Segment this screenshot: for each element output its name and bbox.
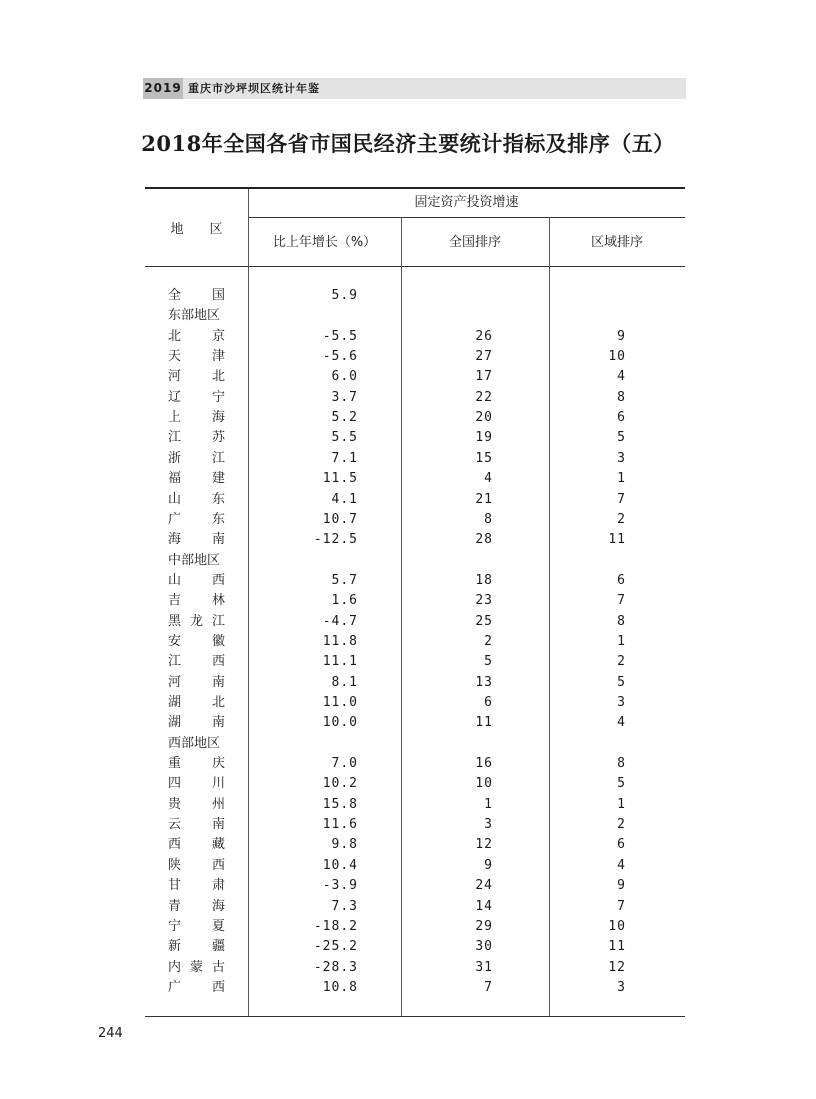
regional-rank-value: 4 xyxy=(617,369,626,385)
national-rank-value: 17 xyxy=(475,369,493,385)
region-name: 中部地区 xyxy=(168,552,221,568)
table-row xyxy=(0,347,816,367)
growth-value: 10.7 xyxy=(322,511,358,527)
table-row xyxy=(0,978,816,998)
national-rank-value: 22 xyxy=(475,389,493,405)
growth-value: 5.2 xyxy=(331,410,358,426)
regional-rank-value: 11 xyxy=(608,532,626,548)
regional-rank-value: 10 xyxy=(608,349,626,365)
regional-rank-value: 1 xyxy=(617,796,626,812)
growth-value: 11.0 xyxy=(322,695,358,710)
table-bottom-rule xyxy=(145,1016,685,1017)
growth-value: 10.0 xyxy=(322,715,358,731)
region-name: 陕 西 xyxy=(168,857,225,873)
table-row xyxy=(0,835,816,855)
table-row xyxy=(0,876,816,896)
growth-value: 11.1 xyxy=(322,654,358,670)
region-name: 北 京 xyxy=(168,328,225,344)
regional-rank-value: 4 xyxy=(617,715,626,731)
region-name: 青 海 xyxy=(168,898,225,914)
growth-value: 11.5 xyxy=(322,471,358,487)
table-top-rule xyxy=(145,187,685,189)
region-name: 上 海 xyxy=(168,410,225,426)
national-rank-column-header: 全国排序 xyxy=(448,235,501,250)
table-row xyxy=(0,713,816,733)
growth-value: 5.7 xyxy=(331,572,358,588)
running-header xyxy=(143,78,686,99)
national-rank-value: 3 xyxy=(484,817,493,833)
region-name: 海 南 xyxy=(168,532,225,548)
region-name: 重 庆 xyxy=(168,756,225,772)
table-row xyxy=(0,917,816,937)
region-name: 江 西 xyxy=(168,654,225,670)
growth-value: -12.5 xyxy=(313,532,358,548)
table-row xyxy=(0,571,816,591)
growth-value: -3.9 xyxy=(322,878,358,894)
table-row xyxy=(0,673,816,693)
national-rank-value: 11 xyxy=(475,715,493,731)
regional-rank-value: 2 xyxy=(617,654,626,670)
table-row xyxy=(0,428,816,448)
region-name: 甘 肃 xyxy=(168,878,225,894)
region-column-header: 地 区 xyxy=(170,222,223,237)
national-rank-value: 21 xyxy=(475,491,493,507)
table-row xyxy=(0,490,816,510)
region-name: 广 东 xyxy=(168,511,225,527)
growth-value: -28.3 xyxy=(313,959,358,975)
region-name: 安 徽 xyxy=(168,633,225,649)
growth-value: -25.2 xyxy=(313,939,358,955)
region-name: 浙 江 xyxy=(168,450,225,466)
regional-rank-value: 1 xyxy=(617,471,626,487)
table-row xyxy=(0,897,816,917)
region-name: 天 津 xyxy=(168,349,225,365)
growth-value: -5.6 xyxy=(322,349,358,365)
table-row xyxy=(0,774,816,794)
national-rank-value: 18 xyxy=(475,572,493,588)
national-rank-value: 20 xyxy=(475,410,493,426)
table-row xyxy=(0,551,816,571)
growth-column-header: 比上年增长（%） xyxy=(272,235,377,250)
growth-value: 9.8 xyxy=(331,837,358,853)
region-name: 全 国 xyxy=(168,288,225,303)
table-row xyxy=(0,327,816,347)
growth-value: -5.5 xyxy=(322,328,358,344)
growth-value: 7.3 xyxy=(331,898,358,914)
table-row xyxy=(0,815,816,835)
region-name: 湖 北 xyxy=(168,695,225,710)
regional-rank-value: 4 xyxy=(617,857,626,873)
national-rank-value: 30 xyxy=(475,939,493,955)
table-row xyxy=(0,856,816,876)
regional-rank-value: 8 xyxy=(617,756,626,772)
regional-rank-value: 5 xyxy=(617,674,626,690)
national-rank-value: 29 xyxy=(475,918,493,934)
regional-rank-value: 11 xyxy=(608,939,626,955)
regional-rank-value: 6 xyxy=(617,410,626,426)
regional-rank-value: 3 xyxy=(617,695,626,710)
regional-rank-value: 2 xyxy=(617,511,626,527)
regional-rank-value: 9 xyxy=(617,328,626,344)
regional-rank-value: 3 xyxy=(617,979,626,995)
national-rank-value: 9 xyxy=(484,857,493,873)
region-name: 辽 宁 xyxy=(168,389,225,405)
table-row xyxy=(0,937,816,957)
regional-rank-value: 7 xyxy=(617,898,626,914)
region-name: 湖 南 xyxy=(168,715,225,731)
national-rank-value: 27 xyxy=(475,349,493,365)
table-row xyxy=(0,530,816,550)
growth-value: 1.6 xyxy=(331,593,358,609)
growth-value: 3.7 xyxy=(331,389,358,405)
national-rank-value: 14 xyxy=(475,898,493,914)
region-name: 吉 林 xyxy=(168,593,225,609)
table-row xyxy=(0,958,816,978)
national-rank-value: 8 xyxy=(484,511,493,527)
year-badge: 2019 xyxy=(143,78,183,99)
regional-rank-value: 3 xyxy=(617,450,626,466)
region-name: 河 南 xyxy=(168,674,225,690)
table-row xyxy=(0,286,816,306)
regional-rank-value: 5 xyxy=(617,430,626,446)
table-row xyxy=(0,754,816,774)
table-row xyxy=(0,469,816,489)
region-name: 宁 夏 xyxy=(168,918,225,934)
national-rank-value: 13 xyxy=(475,674,493,690)
national-rank-value: 5 xyxy=(484,654,493,670)
growth-value: 10.8 xyxy=(322,979,358,995)
table-row xyxy=(0,795,816,815)
region-name: 河 北 xyxy=(168,369,225,385)
table-row xyxy=(0,632,816,652)
table-row xyxy=(0,408,816,428)
regional-rank-column-header: 区域排序 xyxy=(590,235,643,250)
growth-value: 6.0 xyxy=(331,369,358,385)
region-name: 西 藏 xyxy=(168,837,225,853)
region-name: 江 苏 xyxy=(168,430,225,446)
national-rank-value: 16 xyxy=(475,756,493,772)
region-name: 山 西 xyxy=(168,572,225,588)
table-row xyxy=(0,693,816,713)
growth-value: 4.1 xyxy=(331,491,358,507)
table-row xyxy=(0,734,816,754)
national-rank-value: 4 xyxy=(484,471,493,487)
growth-value: 11.8 xyxy=(322,633,358,649)
table-row xyxy=(0,388,816,408)
page-title: 2018年全国各省市国民经济主要统计指标及排序（五） xyxy=(141,131,675,156)
national-rank-value: 7 xyxy=(484,979,493,995)
group-header: 固定资产投资增速 xyxy=(414,195,519,210)
regional-rank-value: 5 xyxy=(617,776,626,792)
national-rank-value: 15 xyxy=(475,450,493,466)
group-header-rule xyxy=(248,217,685,218)
national-rank-value: 23 xyxy=(475,593,493,609)
table-row xyxy=(0,449,816,469)
growth-value: -18.2 xyxy=(313,918,358,934)
table-row xyxy=(0,612,816,632)
region-name: 山 东 xyxy=(168,491,225,507)
region-name: 云 南 xyxy=(168,817,225,833)
regional-rank-value: 8 xyxy=(617,389,626,405)
regional-rank-value: 12 xyxy=(608,959,626,975)
growth-value: 15.8 xyxy=(322,796,358,812)
regional-rank-value: 6 xyxy=(617,837,626,853)
national-rank-value: 12 xyxy=(475,837,493,853)
national-rank-value: 28 xyxy=(475,532,493,548)
growth-value: 10.4 xyxy=(322,857,358,873)
region-name: 西部地区 xyxy=(168,735,221,751)
region-name: 贵 州 xyxy=(168,796,225,812)
growth-value: 5.5 xyxy=(331,430,358,446)
regional-rank-value: 8 xyxy=(617,613,626,629)
national-rank-value: 19 xyxy=(475,430,493,446)
region-name: 内 蒙 古 xyxy=(168,959,225,975)
region-name: 黑 龙 江 xyxy=(168,613,225,629)
growth-value: 10.2 xyxy=(322,776,358,792)
regional-rank-value: 7 xyxy=(617,491,626,507)
national-rank-value: 31 xyxy=(475,959,493,975)
national-rank-value: 2 xyxy=(484,633,493,649)
growth-value: 7.0 xyxy=(331,756,358,772)
region-name: 福 建 xyxy=(168,471,225,487)
page-number: 244 xyxy=(98,1026,123,1041)
growth-value: -4.7 xyxy=(322,613,358,629)
table-row xyxy=(0,510,816,530)
regional-rank-value: 9 xyxy=(617,878,626,894)
table-row xyxy=(0,652,816,672)
region-name: 新 疆 xyxy=(168,939,225,955)
growth-value: 5.9 xyxy=(331,288,358,303)
growth-value: 11.6 xyxy=(322,817,358,833)
regional-rank-value: 6 xyxy=(617,572,626,588)
regional-rank-value: 7 xyxy=(617,593,626,609)
region-name: 广 西 xyxy=(168,979,225,995)
table-row xyxy=(0,367,816,387)
region-name: 东部地区 xyxy=(168,308,221,324)
header-bottom-rule xyxy=(145,266,685,267)
growth-value: 8.1 xyxy=(331,674,358,690)
growth-value: 7.1 xyxy=(331,450,358,466)
national-rank-value: 6 xyxy=(484,695,493,710)
regional-rank-value: 2 xyxy=(617,817,626,833)
regional-rank-value: 1 xyxy=(617,633,626,649)
national-rank-value: 26 xyxy=(475,328,493,344)
national-rank-value: 10 xyxy=(475,776,493,792)
national-rank-value: 25 xyxy=(475,613,493,629)
region-name: 四 川 xyxy=(168,776,225,792)
table-row xyxy=(0,306,816,326)
table-row xyxy=(0,591,816,611)
book-title: 重庆市沙坪坝区统计年鉴 xyxy=(188,82,320,95)
national-rank-value: 24 xyxy=(475,878,493,894)
national-rank-value: 1 xyxy=(484,796,493,812)
regional-rank-value: 10 xyxy=(608,918,626,934)
